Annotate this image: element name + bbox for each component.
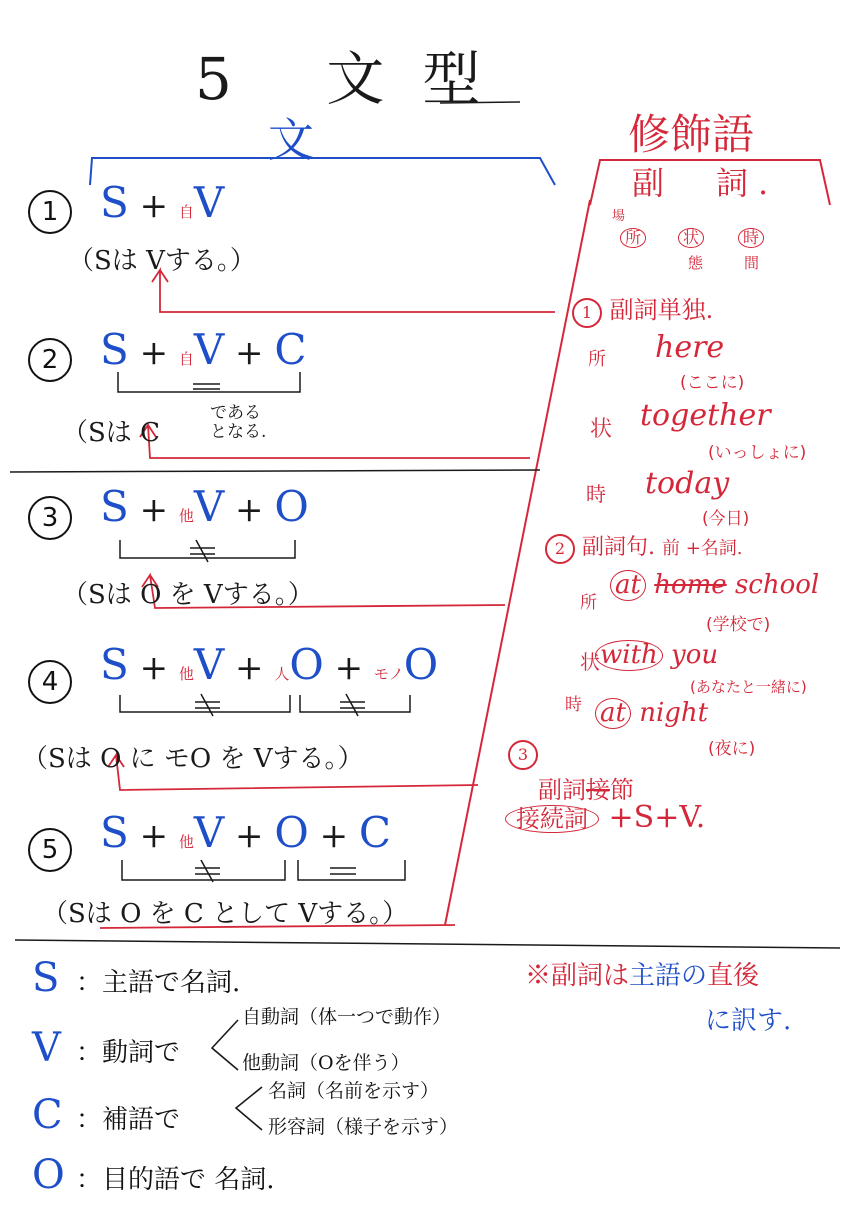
adverb-note: ※副詞は主語の直後 [525,961,760,991]
pattern-5-gloss: （Sは O を C として Vする。） [42,899,409,929]
example-kind: 状 [590,417,613,442]
pattern-4-formula: S + 他V + 人O + モノO [100,640,439,689]
example-gloss: (今日) [702,509,750,529]
pattern-4-gloss: （Sは O に モO を Vする。） [22,744,364,774]
adverb-type-state-annot: 態 [688,254,704,272]
legend-s: S ：主語で名詞. [32,955,241,1001]
example-kind: 所 [588,349,606,370]
legend-v-branch-2: 他動詞（Oを伴う） [242,1052,410,1074]
legend-c-branch-2: 形容詞（様子を示す） [268,1116,459,1138]
example-kind: 状 [580,650,600,674]
example-phrase: with you [595,640,718,671]
example-word: today [645,466,730,501]
adverb-type-time-annot: 間 [744,254,760,272]
pattern-1-gloss: （Sは Vする。） [68,246,256,276]
pattern-5-number: 5 [28,828,72,872]
legend-o: O ：目的語で 名詞. [32,1152,275,1198]
example-word: here [655,330,725,365]
adverb-item-1-heading: 1 副詞単独. [572,290,713,328]
example-gloss: (あなたと一緒に) [690,678,807,696]
example-phrase: at night [595,698,708,729]
example-word: together [640,398,771,433]
sentence-label: 文 [268,113,314,167]
pattern-3-gloss: （Sは O を Vする。） [62,580,314,610]
example-kind: 時 [565,695,582,715]
example-gloss: (いっしょに) [708,443,807,463]
legend-v: V ：動詞で [32,1025,181,1071]
pattern-1-formula: S + 自V [100,178,225,227]
adverb-type-place-annot: 場 [612,209,626,224]
pattern-3-formula: S + 他V + O [100,482,309,531]
pattern-2-number: 2 [28,338,72,382]
modifier-heading: 修飾語 [628,110,755,159]
adverb-item-3-heading: 3 副詞接節 [508,738,634,805]
adverb-type-state: 状 [678,228,704,248]
legend-v-branch-1: 自動詞（体一つで動作） [242,1006,452,1028]
pattern-2-formula: S + 自V + C [100,325,307,374]
pattern-1-number: 1 [28,190,72,234]
pattern-2-gloss-options: である となる. [210,403,267,442]
adverb-item-3-formula: 接続詞 +S+V. [505,800,705,835]
example-kind: 所 [580,593,597,613]
pattern-5-formula: S + 他V + O + C [100,808,392,857]
pattern-2-gloss: （Sは C [62,418,160,448]
adverb-type-place: 所 [620,228,646,248]
adverb-note-cont: に訳す. [705,1006,792,1036]
example-gloss: (夜に) [708,739,756,759]
pattern-3-number: 3 [28,496,72,540]
adverb-heading: 副 詞. [632,164,779,202]
legend-c-branch-1: 名詞（名前を示す） [268,1080,440,1102]
pattern-4-number: 4 [28,660,72,704]
example-gloss: (学校で) [706,615,771,635]
adverb-type-time: 時 [738,228,764,248]
example-kind: 時 [586,482,606,506]
adverb-item-2-heading: 2 副詞句. 前 +名詞. [545,530,743,564]
example-gloss: (ここに) [680,373,745,393]
legend-c: C ：補語で [32,1092,181,1138]
example-phrase: at home school [610,570,819,601]
page-title: 5 文型 [195,45,519,113]
